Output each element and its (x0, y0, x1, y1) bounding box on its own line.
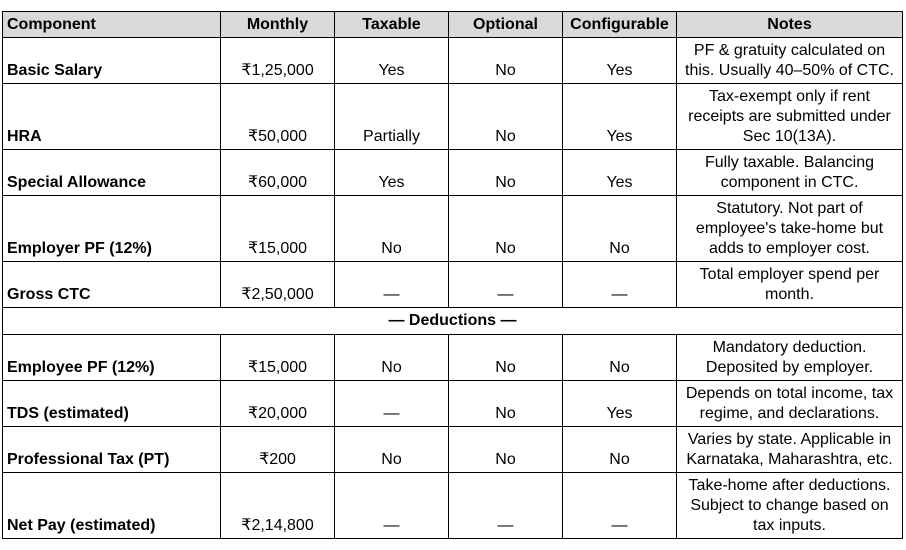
configurable-cell: No (563, 335, 677, 381)
configurable-cell: Yes (563, 38, 677, 84)
header-monthly: Monthly (221, 12, 335, 38)
section-row (3, 308, 903, 335)
taxable-cell: No (335, 427, 449, 473)
taxable-cell: Yes (335, 38, 449, 84)
monthly-cell: ₹1,25,000 (221, 38, 335, 84)
table-row (3, 427, 903, 473)
salary-components-table (2, 11, 903, 539)
monthly-cell: ₹60,000 (221, 150, 335, 196)
optional-cell: No (449, 196, 563, 262)
monthly-cell: ₹50,000 (221, 84, 335, 150)
deductions-section-label: — Deductions — (3, 308, 903, 335)
configurable-cell: — (563, 473, 677, 539)
notes-cell: Depends on total income, tax regime, and declarations. (677, 381, 903, 427)
table-row (3, 84, 903, 150)
component-cell: Professional Tax (PT) (3, 427, 221, 473)
taxable-cell: — (335, 381, 449, 427)
notes-cell: Tax-exempt only if rent receipts are submitted under Sec 10(13A). (677, 84, 903, 150)
component-cell: TDS (estimated) (3, 381, 221, 427)
monthly-cell: ₹15,000 (221, 335, 335, 381)
component-cell: Basic Salary (3, 38, 221, 84)
header-taxable: Taxable (335, 12, 449, 38)
monthly-cell: ₹15,000 (221, 196, 335, 262)
component-cell: Employee PF (12%) (3, 335, 221, 381)
notes-cell: Take-home after deductions. Subject to change based on tax inputs. (677, 473, 903, 539)
monthly-cell: ₹2,14,800 (221, 473, 335, 539)
monthly-cell: ₹200 (221, 427, 335, 473)
optional-cell: No (449, 150, 563, 196)
table-row (3, 150, 903, 196)
component-cell: Net Pay (estimated) (3, 473, 221, 539)
component-cell: Gross CTC (3, 262, 221, 308)
monthly-cell: ₹2,50,000 (221, 262, 335, 308)
notes-cell: Mandatory deduction. Deposited by employer. (677, 335, 903, 381)
notes-cell: Varies by state. Applicable in Karnataka, Maharashtra, etc. (677, 427, 903, 473)
taxable-cell: — (335, 473, 449, 539)
table-row (3, 196, 903, 262)
notes-cell: Total employer spend per month. (677, 262, 903, 308)
component-cell: Special Allowance (3, 150, 221, 196)
notes-cell: PF & gratuity calculated on this. Usually 40–50% of CTC. (677, 38, 903, 84)
table-row (3, 381, 903, 427)
component-cell: HRA (3, 84, 221, 150)
table-row (3, 335, 903, 381)
header-configurable: Configurable (563, 12, 677, 38)
configurable-cell: Yes (563, 84, 677, 150)
optional-cell: No (449, 84, 563, 150)
header-notes: Notes (677, 12, 903, 38)
header-component: Component (3, 12, 221, 38)
header-optional: Optional (449, 12, 563, 38)
taxable-cell: No (335, 335, 449, 381)
configurable-cell: No (563, 427, 677, 473)
taxable-cell: — (335, 262, 449, 308)
optional-cell: No (449, 427, 563, 473)
taxable-cell: Partially (335, 84, 449, 150)
notes-cell: Fully taxable. Balancing component in CTC. (677, 150, 903, 196)
taxable-cell: No (335, 196, 449, 262)
optional-cell: — (449, 262, 563, 308)
optional-cell: No (449, 38, 563, 84)
optional-cell: No (449, 381, 563, 427)
notes-cell: Statutory. Not part of employee's take-home but adds to employer cost. (677, 196, 903, 262)
configurable-cell: Yes (563, 150, 677, 196)
configurable-cell: Yes (563, 381, 677, 427)
header-row (3, 12, 903, 38)
component-cell: Employer PF (12%) (3, 196, 221, 262)
configurable-cell: — (563, 262, 677, 308)
table-row (3, 262, 903, 308)
table-row (3, 473, 903, 539)
configurable-cell: No (563, 196, 677, 262)
table-row (3, 38, 903, 84)
monthly-cell: ₹20,000 (221, 381, 335, 427)
optional-cell: No (449, 335, 563, 381)
taxable-cell: Yes (335, 150, 449, 196)
optional-cell: — (449, 473, 563, 539)
